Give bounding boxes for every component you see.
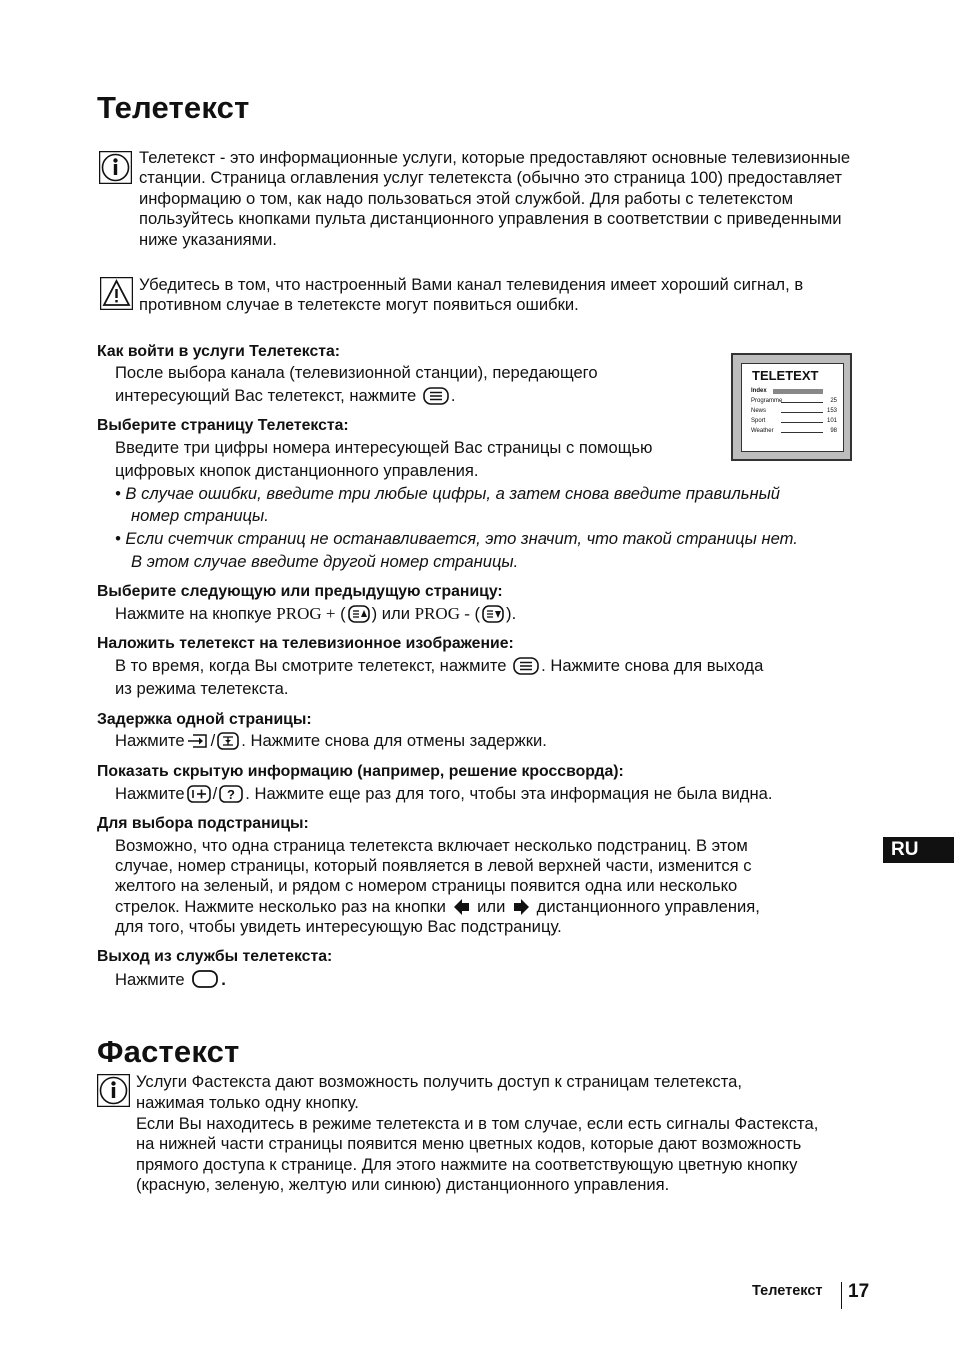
- subpage-line4: стрелок. Нажмите несколько раз на кнопки или дистанционного управления,: [115, 897, 760, 916]
- arrow-right-icon: [512, 898, 530, 916]
- reveal-icon: [187, 785, 211, 803]
- hold-line: Нажмите / . Нажмите снова для отмены задержки.: [115, 731, 547, 750]
- page-title: Телетекст: [97, 90, 250, 125]
- footer-section-name: Телетекст: [752, 1283, 823, 1299]
- page-up-icon: [348, 605, 370, 623]
- teletext-button-icon: [513, 657, 539, 675]
- section-heading-reveal: Показать скрытую информацию (например, решение кроссворда):: [97, 763, 624, 780]
- page-number: 17: [848, 1281, 870, 1302]
- subpage-line1: Возможно, что одна страница телетекста включает несколько подстраниц. В этом: [115, 836, 748, 855]
- exit-line: Нажмите .: [115, 970, 226, 989]
- subpage-line5: для того, чтобы увидеть интересующую Вас подстраницу.: [115, 917, 562, 936]
- reveal-icon: [219, 785, 243, 803]
- overlay-line2: из режима телетекста.: [115, 679, 289, 698]
- section-heading-next-prev: Выберите следующую или предыдущую страницу:: [97, 583, 503, 600]
- teletext-screen-illustration: TELETEXT Index Programme 25 News 153 Sport 101 Weather 98: [731, 353, 852, 461]
- fastext-intro-line2: нажимая только одну кнопку.: [136, 1093, 359, 1112]
- subpage-line2: случае, номер страницы, который появляется в левой верхней части, изменится с: [115, 856, 752, 875]
- section-heading-select-page: Выберите страницу Телетекста:: [97, 417, 349, 434]
- select-page-bullet2: • Если счетчик страниц не останавливается, это значит, что такой страницы нет.: [115, 529, 798, 548]
- warning-icon: [100, 277, 133, 310]
- info-icon: [99, 151, 132, 184]
- fastext-intro-line1: Услуги Фастекста дают возможность получить доступ к страницам телетекста,: [136, 1072, 742, 1091]
- fastext-body: Если Вы находитесь в режиме телетекста и в том случае, если есть сигналы Фастекста, на нижней части страницы появится меню цветных кодов, которые дают возможность прямого доступа к странице. Для этого нажмите на соответствующую цветную кнопку (красную, зеленую, желтую или синюю) дистанционного управления.: [136, 1114, 819, 1195]
- select-page-bullet1-cont: номер страницы.: [131, 506, 269, 525]
- enter-line2: интересующий Вас телетекст, нажмите .: [115, 386, 456, 405]
- footer-divider: [841, 1282, 842, 1309]
- arrow-left-icon: [453, 898, 471, 916]
- language-tab: RU: [883, 837, 954, 863]
- teletext-button-icon: [423, 387, 449, 405]
- teletext-intro: Телетекст - это информационные услуги, которые предоставляют основные телевизионные станции. Страница оглавления услуг телетекста (обычно это страница 100) предоставляет информацию о том, как надо пользоваться этой службой. Для работы с телетекстом пользуйтесь кнопками пульта дистанционного управления в соответствии с приведенными ниже указаниями.: [139, 148, 851, 249]
- hold-icon: [187, 732, 209, 750]
- warning-text: Убедитесь в том, что настроенный Вами канал телевидения имеет хороший сигнал, в противном случае в телетексте могут появиться ошибки.: [139, 275, 804, 315]
- section-heading-subpage: Для выбора подстраницы:: [97, 815, 309, 832]
- section-heading-exit: Выход из службы телетекста:: [97, 948, 333, 965]
- enter-line1: После выбора канала (телевизионной станции), передающего: [115, 363, 598, 382]
- select-page-bullet1: • В случае ошибки, введите три любые цифры, а затем снова введите правильный: [115, 484, 781, 503]
- overlay-line1: В то время, когда Вы смотрите телетекст, нажмите . Нажмите снова для выхода: [115, 656, 764, 675]
- select-page-line1: Введите три цифры номера интересующей Вас страницы с помощью: [115, 438, 653, 457]
- fastext-title: Фастекст: [97, 1034, 240, 1069]
- screen-title: TELETEXT: [752, 368, 819, 383]
- select-page-line2: цифровых кнопок дистанционного управления.: [115, 461, 479, 480]
- info-icon: [97, 1074, 130, 1107]
- next-prev-line: Нажмите на кнопкуе PROG + ( ) или PROG - ( ).: [115, 604, 517, 623]
- hold-icon: [217, 732, 239, 750]
- page-down-icon: [482, 605, 504, 623]
- screen-index-bar: [773, 389, 823, 394]
- select-page-bullet2-cont: В этом случае введите другой номер страницы.: [131, 552, 519, 571]
- svg-text:?: ?: [227, 787, 236, 802]
- subpage-line3: желтого на зеленый, и рядом с номером страницы появится одна или несколько: [115, 876, 738, 895]
- section-heading-hold: Задержка одной страницы:: [97, 711, 312, 728]
- tv-exit-icon: [191, 969, 219, 989]
- section-heading-overlay: Наложить телетекст на телевизионное изображение:: [97, 635, 514, 652]
- screen-index-label: Index: [751, 388, 767, 394]
- section-heading-enter: Как войти в услуги Телетекста:: [97, 343, 341, 360]
- reveal-line: Нажмите / ? . Нажмите еще раз для того, чтобы эта информация не была видна.: [115, 784, 773, 803]
